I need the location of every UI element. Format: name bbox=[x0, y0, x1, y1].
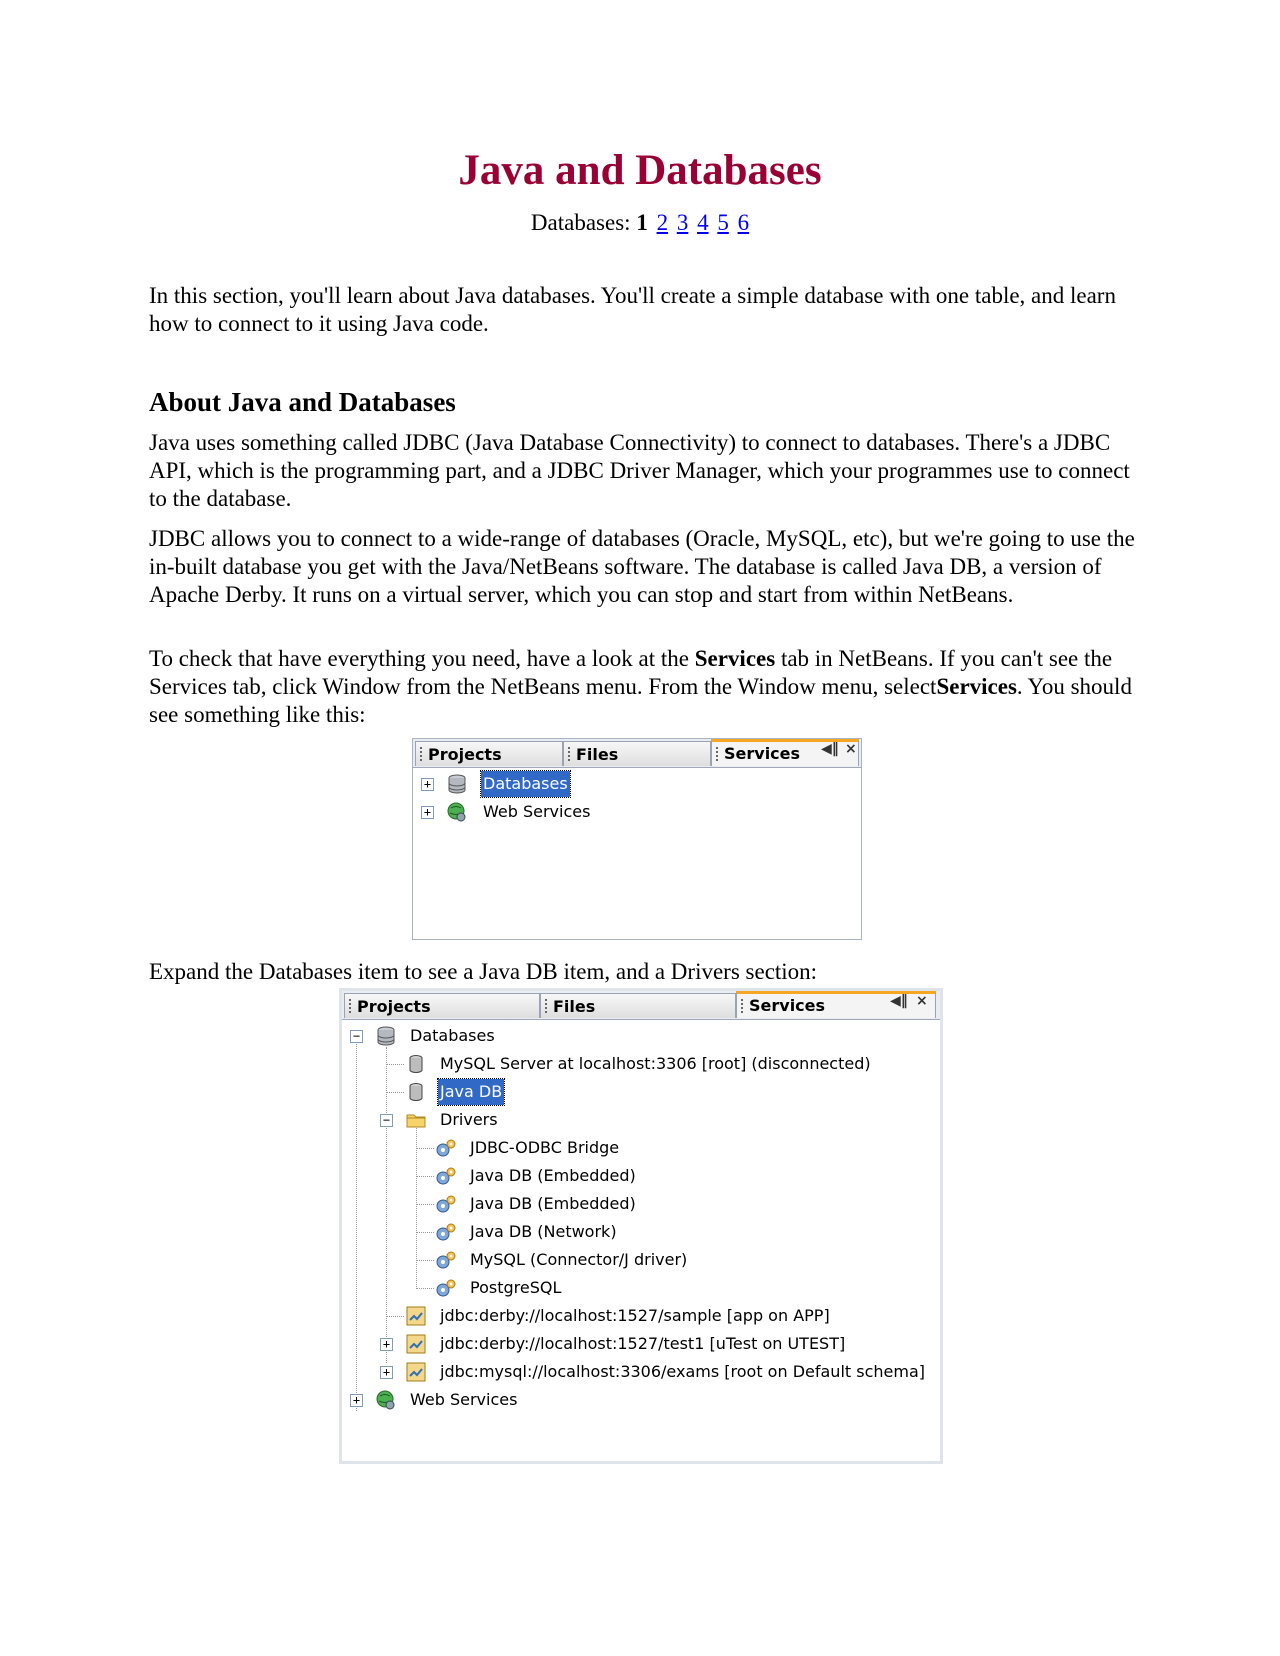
tree-label-drivers[interactable]: Drivers bbox=[440, 1110, 498, 1129]
tree-node-driver[interactable] bbox=[342, 1219, 932, 1245]
paragraph-2 bbox=[149, 525, 1139, 609]
tree-line bbox=[386, 1064, 404, 1065]
tree-label-driver[interactable]: Java DB (Embedded) bbox=[470, 1194, 636, 1213]
driver-gears-icon bbox=[436, 1250, 456, 1270]
web-services-globe-icon bbox=[447, 802, 467, 822]
tree-line bbox=[386, 1092, 404, 1093]
driver-gears-icon bbox=[436, 1166, 456, 1186]
connection-icon bbox=[406, 1362, 426, 1382]
tree-line bbox=[416, 1260, 434, 1261]
tree-label-driver[interactable]: Java DB (Network) bbox=[470, 1222, 617, 1241]
page-title: Java and Databases bbox=[458, 147, 822, 194]
tab-services[interactable]: Services bbox=[711, 739, 859, 766]
collapse-icon[interactable]: − bbox=[350, 1030, 363, 1043]
driver-gears-icon bbox=[436, 1278, 456, 1298]
tree-label-web-services[interactable]: Web Services bbox=[410, 1390, 518, 1409]
tree-node-connection[interactable] bbox=[342, 1331, 932, 1357]
paragraph-1-text: Java uses something called JDBC (Java Database Connectivity) to connect to databases. There's a JDBC API, which is the programming part, and a JDBC Driver Manager, which your programmes use to connect to the database. bbox=[149, 430, 1130, 511]
tree-label-driver[interactable]: PostgreSQL bbox=[470, 1278, 562, 1297]
connection-icon bbox=[406, 1334, 426, 1354]
driver-gears-icon bbox=[436, 1194, 456, 1214]
tree-node-java-db[interactable] bbox=[342, 1079, 932, 1105]
tree-node-web-services[interactable] bbox=[413, 799, 853, 825]
tree-label-databases[interactable]: Databases bbox=[410, 1026, 495, 1045]
db-server-icon bbox=[406, 1082, 426, 1102]
tree-node-drivers[interactable] bbox=[342, 1107, 932, 1133]
p3-services-bold-2: Services bbox=[936, 674, 1017, 699]
tree-node-databases[interactable] bbox=[342, 1023, 932, 1049]
web-services-globe-icon bbox=[376, 1390, 396, 1410]
p3-part-a: To check that have everything you need, have a look at the bbox=[149, 646, 695, 671]
tab-projects[interactable]: Projects bbox=[344, 993, 540, 1018]
expand-icon[interactable]: + bbox=[380, 1338, 393, 1351]
tree-line bbox=[386, 1316, 404, 1317]
tab-files[interactable]: Files bbox=[540, 993, 736, 1018]
p3-services-bold: Services bbox=[694, 646, 776, 671]
tree-node-web-services[interactable] bbox=[342, 1387, 932, 1413]
collapse-icon[interactable]: − bbox=[380, 1114, 393, 1127]
intro-block bbox=[149, 282, 1139, 338]
p3-part-c: tab in NetBeans. If you can't see the Services tab, click Window from the NetBeans menu. From the Window menu, select bbox=[149, 646, 1113, 699]
pager-current: 1 bbox=[636, 210, 648, 235]
tree-node-driver[interactable] bbox=[342, 1275, 932, 1301]
tree-node-driver[interactable] bbox=[342, 1191, 932, 1217]
pager-link-2[interactable]: 2 bbox=[656, 210, 669, 235]
close-icon[interactable]: × bbox=[845, 741, 857, 757]
tree-label-connection[interactable]: jdbc:derby://localhost:1527/test1 [uTest on UTEST] bbox=[440, 1334, 846, 1353]
database-icon bbox=[447, 774, 467, 794]
tree-label-connection[interactable]: jdbc:mysql://localhost:3306/exams [root on Default schema] bbox=[440, 1362, 925, 1381]
tree-line bbox=[416, 1176, 434, 1177]
tree-label-driver[interactable]: JDBC-ODBC Bridge bbox=[470, 1138, 620, 1157]
tree-node-driver[interactable] bbox=[342, 1247, 932, 1273]
pager-link-3[interactable]: 3 bbox=[676, 210, 689, 235]
pager bbox=[0, 208, 1280, 238]
pager-link-4[interactable]: 4 bbox=[697, 210, 709, 235]
services-panel-expanded bbox=[339, 988, 943, 1464]
tree-node-driver[interactable] bbox=[342, 1163, 932, 1189]
paragraph-4-text: Expand the Databases item to see a Java DB item, and a Drivers section: bbox=[149, 959, 818, 984]
driver-gears-icon bbox=[436, 1138, 456, 1158]
paragraph-2-text: JDBC allows you to connect to a wide-range of databases (Oracle, MySQL, etc), but we're going to use the in-built database you get with the Java/NetBeans software. The database is called Java DB, a version of Apache Derby. It runs on a virtual server, which you can stop and start from within NetBeans. bbox=[149, 526, 1135, 607]
paragraph-1 bbox=[149, 429, 1139, 513]
tree-line bbox=[416, 1204, 434, 1205]
expand-icon[interactable]: + bbox=[421, 806, 434, 819]
panel-tab-bar bbox=[342, 991, 940, 1020]
tree-line bbox=[416, 1232, 434, 1233]
folder-icon bbox=[406, 1110, 426, 1130]
tree-line bbox=[416, 1148, 434, 1149]
tab-projects[interactable]: Projects bbox=[415, 741, 563, 766]
tree-node-mysql-server[interactable] bbox=[342, 1051, 932, 1077]
tab-files[interactable]: Files bbox=[563, 741, 711, 766]
tree-node-connection[interactable] bbox=[342, 1303, 932, 1329]
services-panel-collapsed bbox=[412, 738, 862, 940]
tab-services[interactable]: Services bbox=[736, 991, 936, 1018]
expand-icon[interactable]: + bbox=[380, 1366, 393, 1379]
paragraph-4 bbox=[149, 958, 1139, 986]
tree-line bbox=[416, 1288, 434, 1289]
pager-link-5[interactable]: 5 bbox=[717, 210, 729, 235]
intro-paragraph: In this section, you'll learn about Java databases. You'll create a simple database with one table, and learn how to connect to it using Java code. bbox=[149, 283, 1116, 336]
database-icon bbox=[376, 1026, 396, 1046]
section-heading: About Java and Databases bbox=[149, 387, 456, 417]
tree-label-connection[interactable]: jdbc:derby://localhost:1527/sample [app on APP] bbox=[440, 1306, 830, 1325]
paragraph-3-text bbox=[149, 645, 1139, 729]
panel-tab-bar bbox=[413, 739, 861, 768]
expand-icon[interactable]: + bbox=[421, 778, 434, 791]
tree-label-databases[interactable]: Databases bbox=[481, 771, 570, 797]
connection-icon bbox=[406, 1306, 426, 1326]
speaker-icon[interactable]: ◀‖ bbox=[821, 741, 839, 757]
close-icon[interactable]: × bbox=[916, 993, 928, 1009]
p3-part-e: . You should see something like this: bbox=[149, 674, 1132, 727]
paragraph-3 bbox=[149, 645, 1139, 729]
tree-label-web-services[interactable]: Web Services bbox=[483, 802, 591, 821]
tree-label-mysql-server[interactable]: MySQL Server at localhost:3306 [root] (disconnected) bbox=[440, 1054, 871, 1073]
driver-gears-icon bbox=[436, 1222, 456, 1242]
pager-label: Databases: bbox=[530, 210, 631, 235]
tree-node-connection[interactable] bbox=[342, 1359, 932, 1385]
tree-node-databases[interactable] bbox=[413, 771, 853, 797]
tree-label-driver[interactable]: Java DB (Embedded) bbox=[470, 1166, 636, 1185]
tree-label-java-db[interactable]: Java DB bbox=[438, 1079, 504, 1105]
pager-link-6[interactable]: 6 bbox=[737, 210, 750, 235]
speaker-icon[interactable]: ◀‖ bbox=[890, 993, 908, 1009]
expand-icon[interactable]: + bbox=[350, 1394, 363, 1407]
db-server-icon bbox=[406, 1054, 426, 1074]
tree-node-driver[interactable] bbox=[342, 1135, 932, 1161]
tree-label-driver[interactable]: MySQL (Connector/J driver) bbox=[470, 1250, 688, 1269]
